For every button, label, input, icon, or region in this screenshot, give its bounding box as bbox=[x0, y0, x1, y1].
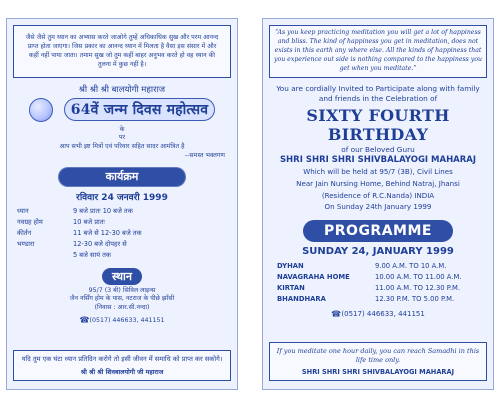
right-programme-label: PROGRAMME bbox=[303, 220, 453, 242]
right-schedule-row bbox=[277, 295, 479, 303]
right-intro-box bbox=[269, 25, 487, 78]
right-schedule-item: BHANDHARA bbox=[277, 294, 326, 303]
right-bottom-quote: If you meditate one hour daily, you can reach Samadhi in this life time only. bbox=[276, 346, 480, 364]
left-panel bbox=[6, 18, 238, 390]
left-program-label: कार्यक्रम bbox=[58, 167, 186, 187]
left-schedule-time: 12-30 बजे दोपहर से bbox=[73, 239, 127, 248]
left-schedule-time: 5 बजे सायं तक bbox=[73, 250, 111, 259]
left-address-line: 95/7 (3 बी) सिविल लाइन्स bbox=[88, 286, 156, 294]
left-address-line: जैन नर्सिंग होम के पास, नटराज के पीछे झाँसी bbox=[69, 295, 175, 303]
left-schedule-row bbox=[17, 217, 227, 226]
right-guru: SHRI SHRI SHRI SHIVBALAYOGI MAHARAJ bbox=[279, 155, 477, 166]
right-schedule-item: DYHAN bbox=[277, 261, 304, 270]
right-phone-row bbox=[263, 309, 493, 318]
left-bottom-sig: श्री श्री श्री शिवबालयोगी जी महाराज bbox=[80, 369, 164, 376]
left-from: --समस्त भक्तगण bbox=[184, 152, 225, 159]
left-schedule-item: कीर्तन bbox=[17, 228, 32, 237]
left-schedule-item: भण्डारा bbox=[17, 239, 35, 248]
telephone-icon: ☎ bbox=[79, 315, 90, 325]
right-schedule-time: 10.00 A.M. TO 11.00 A.M. bbox=[375, 272, 462, 281]
left-par: पर bbox=[118, 134, 126, 141]
left-schedule-row bbox=[17, 228, 227, 237]
left-event-title: 64वें जन्म दिवस महोत्सव bbox=[64, 98, 216, 121]
right-schedule-time: 12.30 P.M. TO 5.00 P.M. bbox=[375, 294, 455, 303]
left-date: रविवार 24 जनवरी 1999 bbox=[76, 192, 168, 203]
right-bottom-box bbox=[269, 342, 487, 381]
left-bottom-box bbox=[13, 350, 231, 381]
right-of-our: of our Beloved Guru bbox=[341, 144, 415, 154]
right-schedule-time: 9.00 A.M. TO 10 A.M. bbox=[375, 261, 447, 270]
left-schedule-time: 11 बजे से 12-30 बजे तक bbox=[73, 228, 142, 237]
left-phone-row bbox=[7, 315, 237, 324]
right-panel bbox=[262, 18, 494, 390]
left-place bbox=[7, 265, 237, 285]
right-schedule-row bbox=[277, 262, 479, 270]
right-residence: (Residence of R.C.Nanda) INDIA bbox=[321, 190, 435, 200]
right-body bbox=[263, 84, 493, 212]
left-invitation-block bbox=[7, 126, 237, 161]
left-bottom-text: यदि तुम एक घंटा ध्यान प्रतिदिन करोगे तो इसी जीवन में समाधि को प्राप्त कर सकोगे। bbox=[21, 355, 223, 364]
right-schedule-item: NAVAGRAHA HOME bbox=[277, 272, 350, 281]
right-bottom bbox=[269, 342, 487, 381]
right-schedule-row bbox=[277, 284, 479, 292]
left-place-label: स्थान bbox=[102, 268, 142, 285]
left-schedule-time: 9 बजे प्रातः 10 बजे तक bbox=[73, 206, 133, 215]
left-schedule-item bbox=[17, 250, 69, 259]
right-schedule-item: KIRTAN bbox=[277, 283, 305, 292]
right-held-at: Which will be held at 95/7 (3B), Civil Lines bbox=[303, 167, 453, 177]
left-intro-text: जैसे जैसे तुम ध्यान का अभ्यास करते जाओगे तुम्हें अधिकाधिक सुख और परम आनन्द प्राप्त होता जाएगा। जिस प्रकार का आनन्द ध्यान में मिलता है वैसा इस संसार में और कहीं नहीं पाया जाता। तमाम सुख जो तुम कहीं बाहर अनुभव करते हो वह ध्यान की तुलना में कुछ नहीं है। bbox=[25, 34, 219, 69]
left-schedule-item: नवग्रह होम bbox=[17, 217, 43, 226]
right-bottom-sig: SHRI SHRI SHRI SHIVBALAYOGI MAHARAJ bbox=[301, 368, 455, 376]
right-schedule-row bbox=[277, 273, 479, 281]
left-guru-line bbox=[7, 84, 237, 95]
left-bottom bbox=[13, 350, 231, 381]
right-schedule-time: 11.00 A.M. TO 12.30 P.M. bbox=[375, 283, 461, 292]
right-near: Near Jain Nursing Home, Behind Natraj, Jhansi bbox=[296, 179, 460, 189]
left-invitation: आप सभी इष्ट मित्रों एवं परिवार सहित सादर आमंत्रित है bbox=[59, 142, 185, 150]
right-phone: (0517) 446633, 441151 bbox=[341, 309, 425, 318]
left-schedule-item: ध्यान bbox=[17, 206, 29, 215]
left-address-line: (निवास : आर.सी.नन्दा) bbox=[94, 304, 150, 312]
right-big-title: SIXTY FOURTH BIRTHDAY bbox=[306, 105, 450, 144]
left-logo-row bbox=[7, 98, 237, 122]
right-invite-line1: You are cordially Invited to Participate along with family bbox=[276, 83, 480, 93]
right-intro-quote: “As you keep practicing meditation you will get a lot of happiness and bliss. The kind of happiness you get in meditation, does not exists in this earth any where else. All the kinds of happiness that you experience out side is nothing compared to the happiness you get when you meditate.” bbox=[274, 29, 483, 72]
left-address bbox=[7, 287, 237, 313]
left-intro-box bbox=[13, 25, 231, 78]
left-schedule-row bbox=[17, 206, 227, 215]
right-schedule bbox=[277, 262, 479, 303]
left-schedule-time: 10 बजे प्रातः bbox=[73, 217, 105, 226]
left-schedule-row bbox=[17, 239, 227, 248]
left-guru-name: श्री श्री श्री बालयोगी महाराज bbox=[78, 84, 166, 95]
telephone-icon: ☎ bbox=[331, 309, 342, 319]
left-guru-suffix: के bbox=[119, 125, 125, 133]
left-phone: (0517) 446633, 441151 bbox=[89, 316, 165, 324]
badge-icon bbox=[29, 98, 53, 122]
right-on-date: On Sunday 24th January 1999 bbox=[324, 202, 432, 212]
right-invite-line2: and friends in the Celebration of bbox=[318, 93, 438, 103]
left-schedule-row bbox=[17, 250, 227, 259]
right-date: SUNDAY 24, JANUARY 1999 bbox=[302, 245, 454, 257]
left-schedule bbox=[17, 206, 227, 259]
